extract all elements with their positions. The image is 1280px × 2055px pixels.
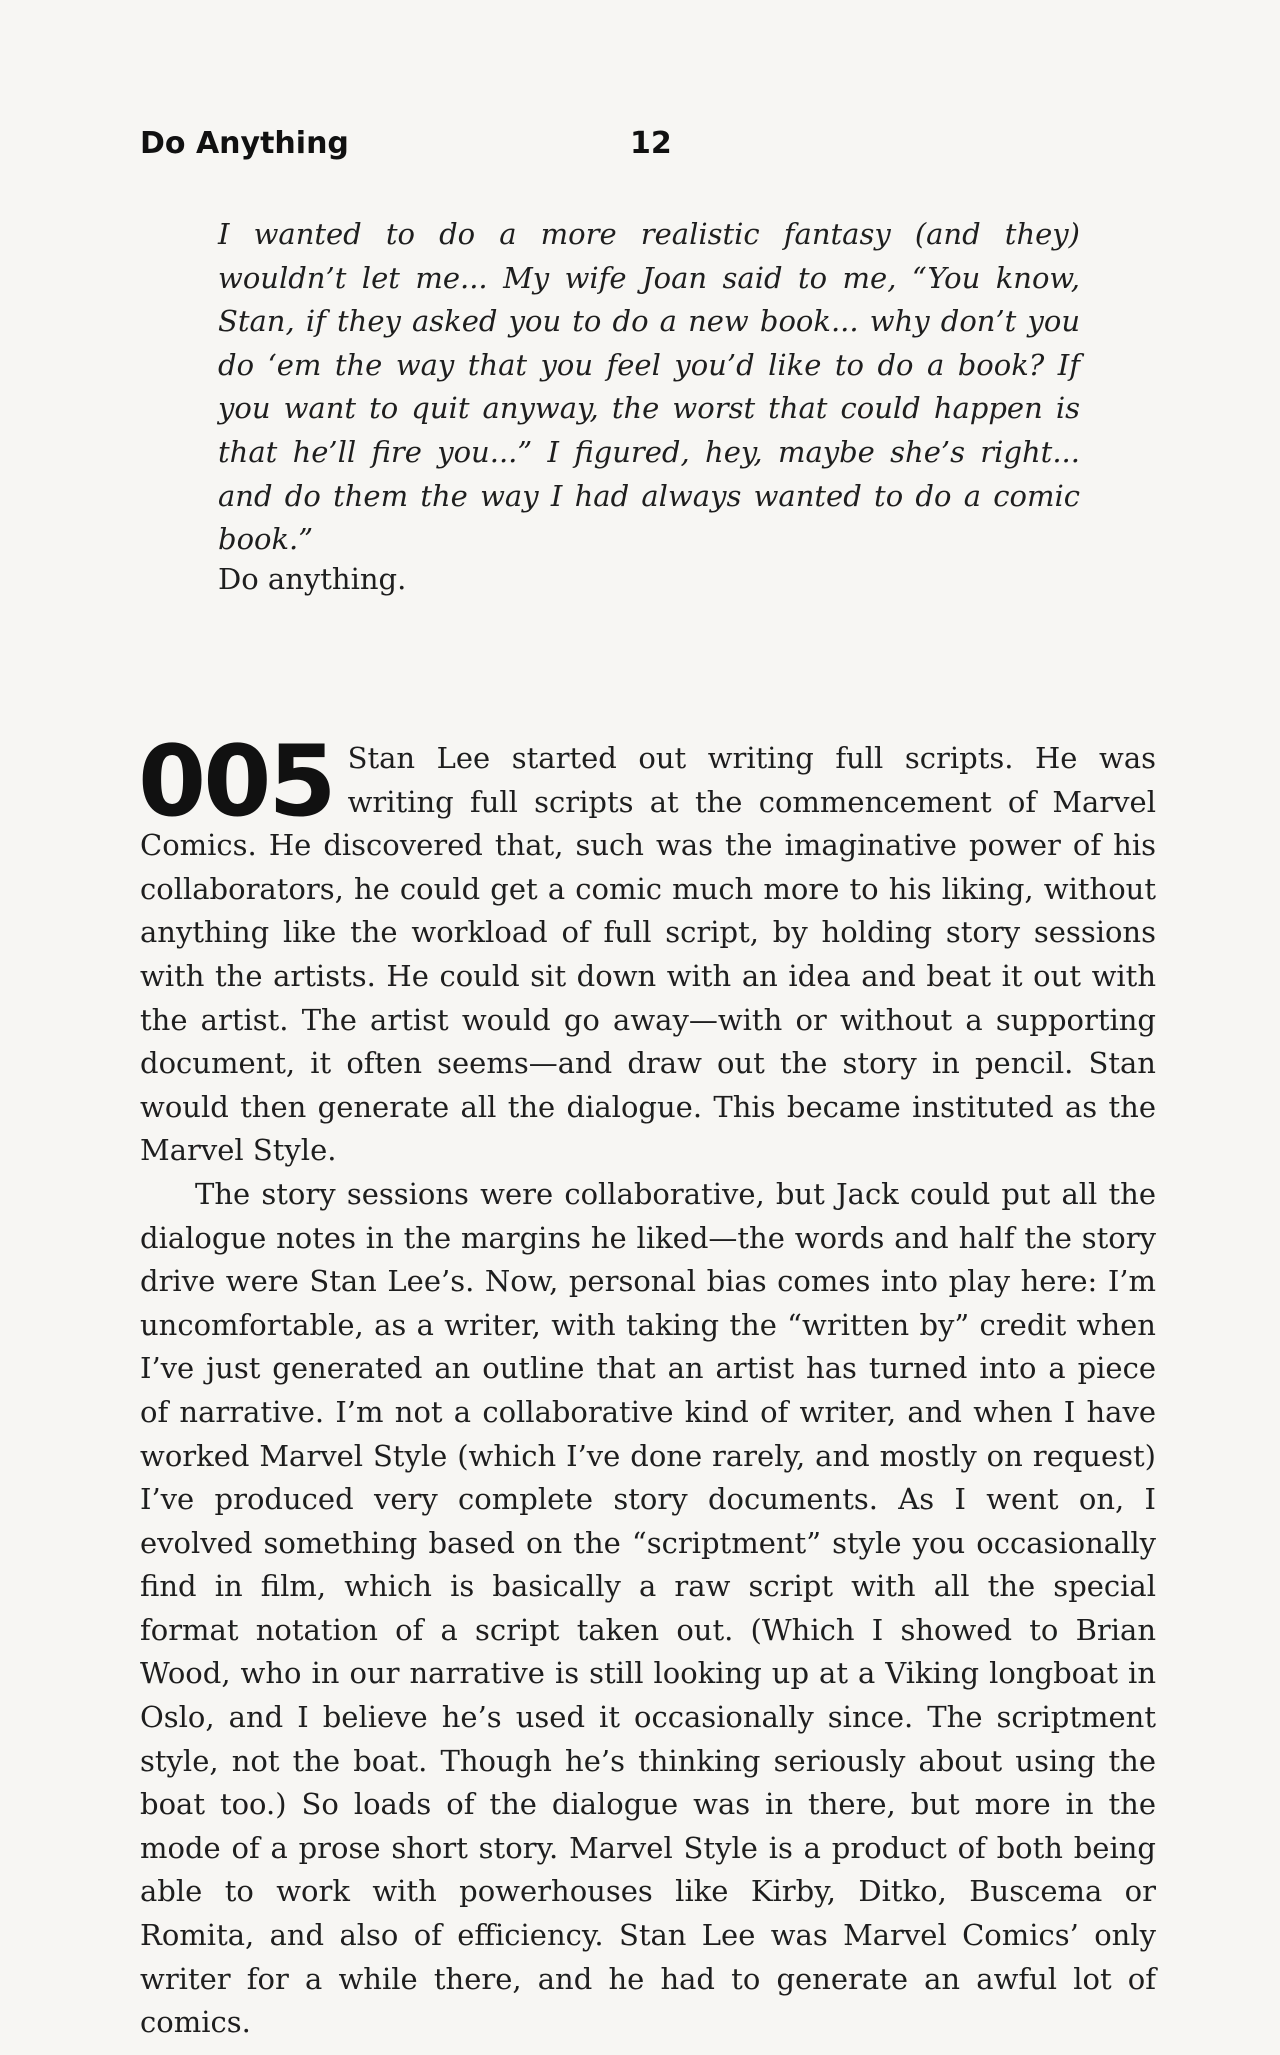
page-number: 12 [630,126,672,161]
paragraph [138,725,1156,1173]
block-quote: I wanted to do a more realistic fantasy (and they) wouldn’t let me... My wife Joan said to me, “You know, Stan, if they asked you to do a new book... why don’t you do ‘em the way that you feel you’d like to do a book? If you want to quit anyway, the worst that could happen is that he’ll fire you...” I figured, hey, maybe she’s right... and do them the way I had always wanted to do a comic book.” [218,217,1080,557]
section-number: 005 [138,725,334,839]
paragraph: The story sessions were collaborative, but Jack could put all the dialogue notes in the margins he liked—the words and half the story drive were Stan Lee’s. Now, personal bias comes into play here: I’m uncomfortable, as a writer, with taking the “written by” credit when I’ve just generated an outline that an artist has turned into a piece of narrative. I’m not a collaborative kind of writer, and when I have worked Marvel Style (which I’ve done rarely, and mostly on request) I’ve produced very complete story documents. As I went on, I evolved something based on the “scriptment” style you occasionally find in film, which is basically a raw script with all the special format notation of a script taken out. (Which I showed to Brian Wood, who in our narrative is still looking up at a Viking longboat in Oslo, and I believe he’s used it occasionally since. The scriptment style, not the boat. Though he’s thinking seriously about using the boat too.) So loads of the dialogue was in there, but more in the mode of a prose short story. Marvel Style is a product of both being able to work with powerhouses like Kirby, Ditko, Buscema or Romita, and also of efficiency. Stan Lee was Marvel Comics’ only writer for a while there, and he had to generate an awful lot of comics. [140,1176,1156,2040]
closing-line: Do anything. [218,562,407,596]
section-005 [138,725,1156,2045]
paragraph-text: Stan Lee started out writing full scripts. He was writing full scripts at the commencement of Marvel Comics. He discovered that, such was the imaginative power of his collaborators, he could get a comic much more to his liking, without anything like the workload of full script, by holding story sessions with the artists. He could sit down with an idea and beat it out with the artist. The artist would go away—with or without a supporting document, it often seems—and draw out the story in pencil. Stan would then generate all the dialogue. This became instituted as the Marvel Style. [140,741,1156,1168]
chapter-title: Do Anything [140,126,349,161]
running-header [140,126,672,161]
